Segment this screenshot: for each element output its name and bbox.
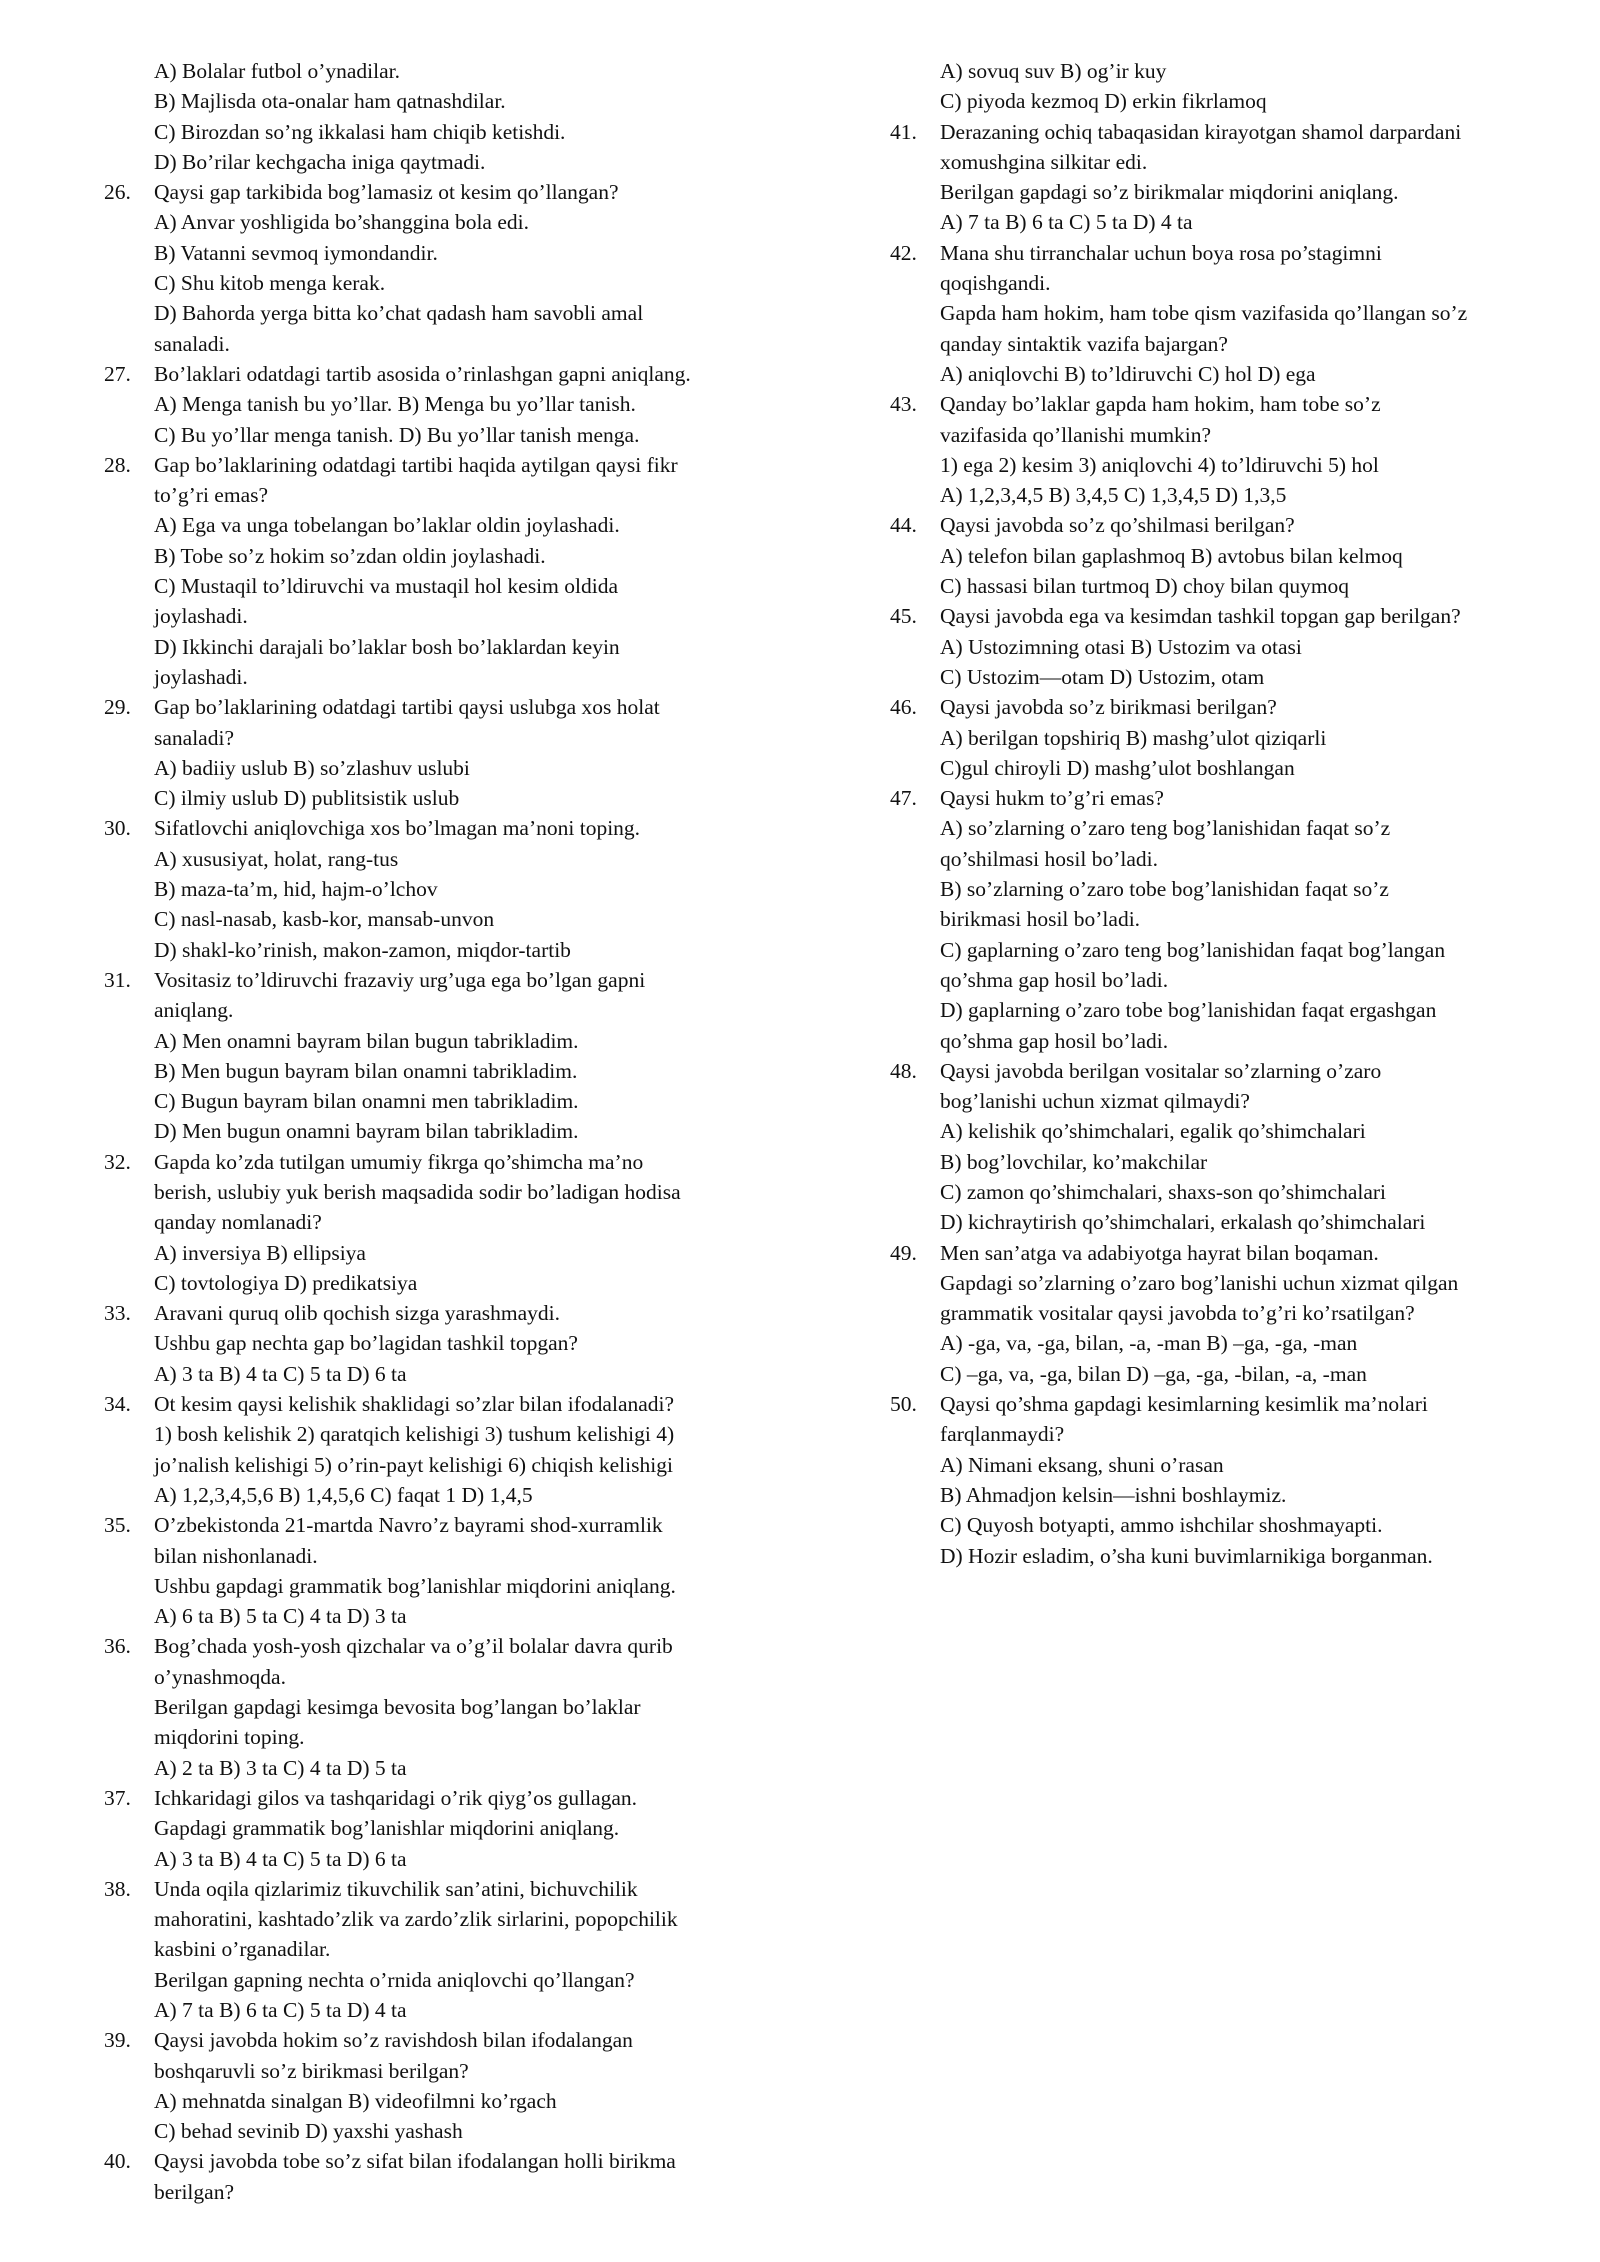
- line-text: Qaysi javobda hokim so’z ravishdosh bilan ifodalangan: [154, 2028, 633, 2053]
- line-text: joylashadi.: [154, 664, 248, 689]
- line-text: Ichkaridagi gilos va tashqaridagi o’rik qiyg’os gullagan.: [154, 1785, 638, 1810]
- line-text: A) Nimani eksang, shuni o’rasan: [940, 1452, 1224, 1477]
- line-text: Qaysi javobda so’z qo’shilmasi berilgan?: [940, 513, 1295, 538]
- line-text: O’zbekistonda 21-martda Navro’z bayrami shod-xurramlik: [154, 1513, 663, 1538]
- line-text: Aravani quruq olib qochish sizga yarashmaydi.: [154, 1301, 561, 1326]
- text-line: [104, 1177, 794, 1207]
- line-text: bilan nishonlanadi.: [154, 1543, 318, 1568]
- text-line: [104, 723, 794, 753]
- line-text: Berilgan gapdagi so’z birikmalar miqdorini aniqlang.: [940, 180, 1399, 205]
- text-line: [890, 1177, 1580, 1207]
- line-text: D) kichraytirish qo’shimchalari, erkalash qo’shimchalari: [940, 1210, 1426, 1235]
- line-text: B) Men bugun bayram bilan onamni tabrikladim.: [154, 1058, 578, 1083]
- question-number: 27.: [104, 361, 131, 386]
- question-line: [890, 1389, 1580, 1419]
- text-line: [104, 389, 794, 419]
- text-line: [890, 813, 1580, 843]
- line-text: C) nasl-nasab, kasb-kor, mansab-unvon: [154, 907, 495, 932]
- text-line: [104, 1692, 794, 1722]
- line-text: bog’lanishi uchun xizmat qilmaydi?: [940, 1089, 1250, 1114]
- text-line: [104, 1056, 794, 1086]
- question-number: 26.: [104, 180, 131, 205]
- line-text: C) Birozdan so’ng ikkalasi ham chiqib ketishdi.: [154, 119, 566, 144]
- line-text: A) berilgan topshiriq B) mashg’ulot qiziqarli: [940, 725, 1327, 750]
- line-text: 1) ega 2) kesim 3) aniqlovchi 4) to’ldiruvchi 5) hol: [940, 452, 1379, 477]
- line-text: B) Vatanni sevmoq iymondandir.: [154, 240, 438, 265]
- text-line: [104, 874, 794, 904]
- text-line: [890, 753, 1580, 783]
- line-text: Men san’atga va adabiyotga hayrat bilan boqaman.: [940, 1240, 1379, 1265]
- text-line: [104, 935, 794, 965]
- line-text: A) 7 ta B) 6 ta C) 5 ta D) 4 ta: [154, 1998, 407, 2022]
- question-number: 29.: [104, 695, 131, 720]
- line-text: vazifasida qo’llanishi mumkin?: [940, 422, 1212, 447]
- text-line: [104, 2056, 794, 2086]
- text-line: [104, 2116, 794, 2146]
- text-line: [890, 1419, 1580, 1449]
- text-line: [104, 1207, 794, 1237]
- question-line: [104, 1631, 794, 1661]
- text-line: [104, 117, 794, 147]
- question-number: 28.: [104, 452, 131, 477]
- text-line: [104, 1541, 794, 1571]
- line-text: D) Bahorda yerga bitta ko’chat qadash ham savobli amal: [154, 301, 644, 326]
- text-line: [890, 1086, 1580, 1116]
- text-line: [890, 1026, 1580, 1056]
- line-text: Vositasiz to’ldiruvchi frazaviy urg’uga ega bo’lgan gapni: [154, 967, 646, 992]
- question-number: 40.: [104, 2149, 131, 2174]
- question-number: 46.: [890, 695, 917, 720]
- line-text: C) Ustozim—otam D) Ustozim, otam: [940, 664, 1265, 689]
- line-text: qo’shma gap hosil bo’ladi.: [940, 1028, 1169, 1053]
- line-text: A) sovuq suv B) og’ir kuy: [940, 59, 1167, 83]
- line-text: B) so’zlarning o’zaro tobe bog’lanishidan faqat so’z: [940, 877, 1389, 902]
- line-text: Qaysi javobda ega va kesimdan tashkil topgan gap berilgan?: [940, 604, 1461, 629]
- line-text: birikmasi hosil bo’ladi.: [940, 907, 1141, 932]
- text-line: [104, 1813, 794, 1843]
- text-line: [104, 2177, 794, 2207]
- question-number: 47.: [890, 786, 917, 811]
- line-text: A) 2 ta B) 3 ta C) 4 ta D) 5 ta: [154, 1755, 407, 1780]
- text-line: [104, 1419, 794, 1449]
- text-line: [890, 1207, 1580, 1237]
- text-line: [104, 1601, 794, 1631]
- text-line: [104, 1571, 794, 1601]
- question-number: 43.: [890, 392, 917, 417]
- text-line: [890, 298, 1580, 328]
- text-line: [104, 1480, 794, 1510]
- line-text: A) 1,2,3,4,5 B) 3,4,5 C) 1,3,4,5 D) 1,3,5: [940, 483, 1287, 508]
- line-text: Gap bo’laklarining odatdagi tartibi haqida aytilgan qaysi fikr: [154, 452, 678, 477]
- text-line: [890, 995, 1580, 1025]
- line-text: Gap bo’laklarining odatdagi tartibi qaysi uslubga xos holat: [154, 695, 660, 720]
- line-text: A) Bolalar futbol o’ynadilar.: [154, 59, 400, 83]
- text-line: [890, 1480, 1580, 1510]
- line-text: A) kelishik qo’shimchalari, egalik qo’shimchalari: [940, 1119, 1366, 1144]
- text-line: [890, 541, 1580, 571]
- text-line: [104, 1662, 794, 1692]
- line-text: Qaysi javobda so’z birikmasi berilgan?: [940, 695, 1277, 720]
- line-text: A) 3 ta B) 4 ta C) 5 ta D) 6 ta: [154, 1846, 407, 1871]
- text-line: [104, 207, 794, 237]
- line-text: boshqaruvli so’z birikmasi berilgan?: [154, 2058, 469, 2083]
- question-line: [890, 1238, 1580, 1268]
- line-text: C) Bugun bayram bilan onamni men tabrikladim.: [154, 1089, 579, 1114]
- question-line: [104, 1874, 794, 1904]
- text-line: [890, 359, 1580, 389]
- text-line: [104, 1753, 794, 1783]
- line-text: Unda oqila qizlarimiz tikuvchilik san’atini, bichuvchilik: [154, 1876, 638, 1901]
- text-line: [104, 420, 794, 450]
- line-text: B) maza-ta’m, hid, hajm-o’lchov: [154, 877, 438, 902]
- text-line: [890, 207, 1580, 237]
- text-line: [890, 1147, 1580, 1177]
- question-number: 30.: [104, 816, 131, 841]
- line-text: C) gaplarning o’zaro teng bog’lanishidan faqat bog’langan: [940, 937, 1446, 962]
- text-line: [104, 298, 794, 328]
- text-line: [104, 1328, 794, 1358]
- text-line: [104, 1904, 794, 1934]
- line-text: Gapdagi so’zlarning o’zaro bog’lanishi uchun xizmat qilgan: [940, 1270, 1459, 1295]
- line-text: berish, uslubiy yuk berish maqsadida sodir bo’ladigan hodisa: [154, 1179, 681, 1204]
- text-line: [104, 1722, 794, 1752]
- question-number: 38.: [104, 1876, 131, 1901]
- text-line: [890, 450, 1580, 480]
- text-line: [890, 935, 1580, 965]
- text-line: [890, 268, 1580, 298]
- text-line: [890, 86, 1580, 116]
- line-text: mahoratini, kashtado’zlik va zardo’zlik sirlarini, popopchilik: [154, 1907, 678, 1932]
- line-text: berilgan?: [154, 2179, 234, 2204]
- line-text: Berilgan gapdagi kesimga bevosita bog’langan bo’laklar: [154, 1695, 641, 1720]
- line-text: A) Ega va unga tobelangan bo’laklar oldin joylashadi.: [154, 513, 620, 538]
- line-text: miqdorini toping.: [154, 1725, 305, 1750]
- line-text: farqlanmaydi?: [940, 1422, 1065, 1447]
- text-line: [890, 147, 1580, 177]
- question-line: [890, 692, 1580, 722]
- line-text: Bog’chada yosh-yosh qizchalar va o’g’il bolalar davra qurib: [154, 1634, 673, 1659]
- line-text: C) piyoda kezmoq D) erkin fikrlamoq: [940, 89, 1267, 114]
- text-line: [104, 510, 794, 540]
- question-number: 44.: [890, 513, 917, 538]
- text-line: [104, 632, 794, 662]
- line-text: A) aniqlovchi B) to’ldiruvchi C) hol D) ega: [940, 361, 1316, 386]
- line-text: D) shakl-ko’rinish, makon-zamon, miqdor-tartib: [154, 937, 571, 962]
- line-text: qoqishgandi.: [940, 271, 1051, 296]
- text-line: [104, 480, 794, 510]
- line-text: A) telefon bilan gaplashmoq B) avtobus bilan kelmoq: [940, 543, 1403, 568]
- question-number: 50.: [890, 1392, 917, 1417]
- line-text: C) behad sevinib D) yaxshi yashash: [154, 2119, 463, 2144]
- question-line: [104, 965, 794, 995]
- question-number: 49.: [890, 1240, 917, 1265]
- text-line: [104, 601, 794, 631]
- line-text: Bo’laklari odatdagi tartib asosida o’rinlashgan gapni aniqlang.: [154, 361, 691, 386]
- line-text: A) 1,2,3,4,5,6 B) 1,4,5,6 C) faqat 1 D) 1,4,5: [154, 1482, 533, 1507]
- question-number: 33.: [104, 1301, 131, 1326]
- text-line: [104, 1450, 794, 1480]
- line-text: A) 3 ta B) 4 ta C) 5 ta D) 6 ta: [154, 1361, 407, 1386]
- question-number: 48.: [890, 1058, 917, 1083]
- text-line: [890, 480, 1580, 510]
- text-line: [890, 904, 1580, 934]
- line-text: xomushgina silkitar edi.: [940, 149, 1148, 174]
- line-text: C) hassasi bilan turtmoq D) choy bilan quymoq: [940, 574, 1350, 599]
- question-line: [104, 2025, 794, 2055]
- line-text: D) Men bugun onamni bayram bilan tabrikladim.: [154, 1119, 579, 1144]
- line-text: Berilgan gapning nechta o’rnida aniqlovchi qo’llangan?: [154, 1967, 635, 1992]
- question-line: [104, 1783, 794, 1813]
- line-text: qanday nomlanadi?: [154, 1210, 322, 1235]
- text-line: [890, 662, 1580, 692]
- line-text: D) Hozir esladim, o’sha kuni buvimlarnikiga borganman.: [940, 1543, 1433, 1568]
- question-number: 36.: [104, 1634, 131, 1659]
- line-text: C) zamon qo’shimchalari, shaxs-son qo’shimchalari: [940, 1179, 1387, 1204]
- line-text: B) Tobe so’z hokim so’zdan oldin joylashadi.: [154, 543, 546, 568]
- text-line: [104, 1359, 794, 1389]
- line-text: A) -ga, va, -ga, bilan, -a, -man B) –ga, -ga, -man: [940, 1331, 1358, 1356]
- text-line: [104, 1116, 794, 1146]
- line-text: qo’shma gap hosil bo’ladi.: [940, 967, 1169, 992]
- line-text: A) 7 ta B) 6 ta C) 5 ta D) 4 ta: [940, 210, 1193, 235]
- question-line: [104, 1298, 794, 1328]
- line-text: A) mehnatda sinalgan B) videofilmni ko’rgach: [154, 2088, 557, 2113]
- question-line: [104, 692, 794, 722]
- text-line: [104, 147, 794, 177]
- text-line: [104, 1086, 794, 1116]
- line-text: o’ynashmoqda.: [154, 1664, 286, 1689]
- line-text: to’g’ri emas?: [154, 483, 269, 508]
- question-number: 34.: [104, 1392, 131, 1417]
- line-text: A) xususiyat, holat, rang-tus: [154, 846, 399, 871]
- line-text: Gapda ko’zda tutilgan umumiy fikrga qo’shimcha ma’no: [154, 1149, 644, 1174]
- text-line: [104, 783, 794, 813]
- line-text: Ushbu gap nechta gap bo’lagidan tashkil topgan?: [154, 1331, 578, 1356]
- question-line: [890, 389, 1580, 419]
- line-text: sanaladi?: [154, 725, 234, 750]
- line-text: C) tovtologiya D) predikatsiya: [154, 1270, 418, 1295]
- text-line: [890, 723, 1580, 753]
- text-line: [890, 1510, 1580, 1540]
- line-text: D) Bo’rilar kechgacha iniga qaytmadi.: [154, 149, 486, 174]
- text-line: [104, 541, 794, 571]
- text-line: [104, 1995, 794, 2025]
- text-line: [890, 329, 1580, 359]
- question-number: 42.: [890, 240, 917, 265]
- text-line: [104, 2086, 794, 2116]
- line-text: A) so’zlarning o’zaro teng bog’lanishidan faqat so’z: [940, 816, 1391, 841]
- text-line: [890, 1541, 1580, 1571]
- text-line: [104, 844, 794, 874]
- line-text: A) inversiya B) ellipsiya: [154, 1240, 366, 1265]
- line-text: C)gul chiroyli D) mashg’ulot boshlangan: [940, 755, 1295, 780]
- line-text: A) Ustozimning otasi B) Ustozim va otasi: [940, 634, 1302, 659]
- question-line: [104, 1147, 794, 1177]
- text-line: [104, 1965, 794, 1995]
- line-text: grammatik vositalar qaysi javobda to’g’ri ko’rsatilgan?: [940, 1301, 1415, 1326]
- question-number: 45.: [890, 604, 917, 629]
- question-line: [104, 1510, 794, 1540]
- line-text: Ot kesim qaysi kelishik shaklidagi so’zlar bilan ifodalanadi?: [154, 1392, 675, 1417]
- line-text: 1) bosh kelishik 2) qaratqich kelishigi 3) tushum kelishigi 4): [154, 1422, 675, 1447]
- line-text: A) Menga tanish bu yo’llar. B) Menga bu yo’llar tanish.: [154, 392, 636, 417]
- line-text: D) gaplarning o’zaro tobe bog’lanishidan faqat ergashgan: [940, 998, 1437, 1023]
- line-text: A) 6 ta B) 5 ta C) 4 ta D) 3 ta: [154, 1604, 407, 1629]
- question-number: 35.: [104, 1513, 131, 1538]
- line-text: B) Ahmadjon kelsin—ishni boshlaymiz.: [940, 1482, 1287, 1507]
- line-text: qo’shilmasi hosil bo’ladi.: [940, 846, 1158, 871]
- line-text: C) Quyosh botyapti, ammo ishchilar shoshmayapti.: [940, 1513, 1383, 1538]
- right-column: [890, 56, 1580, 1571]
- question-number: 37.: [104, 1785, 131, 1810]
- question-line: [890, 601, 1580, 631]
- text-line: [104, 753, 794, 783]
- question-line: [890, 783, 1580, 813]
- text-line: [104, 329, 794, 359]
- text-line: [104, 86, 794, 116]
- line-text: Qaysi gap tarkibida bog’lamasiz ot kesim qo’llangan?: [154, 180, 619, 205]
- line-text: C) –ga, va, -ga, bilan D) –ga, -ga, -bilan, -a, -man: [940, 1361, 1367, 1386]
- question-line: [104, 1389, 794, 1419]
- line-text: aniqlang.: [154, 998, 234, 1023]
- line-text: Qaysi javobda berilgan vositalar so’zlarning o’zaro: [940, 1058, 1382, 1083]
- text-line: [890, 1116, 1580, 1146]
- text-line: [104, 662, 794, 692]
- line-text: C) Shu kitob menga kerak.: [154, 271, 386, 296]
- line-text: Qaysi javobda tobe so’z sifat bilan ifodalangan holli birikma: [154, 2149, 676, 2174]
- question-number: 41.: [890, 119, 917, 144]
- question-line: [890, 238, 1580, 268]
- left-column: [104, 56, 794, 2207]
- text-line: [104, 1844, 794, 1874]
- text-line: [890, 56, 1580, 86]
- line-text: jo’nalish kelishigi 5) o’rin-payt kelishigi 6) chiqish kelishigi: [154, 1452, 673, 1477]
- text-line: [890, 1359, 1580, 1389]
- question-line: [890, 510, 1580, 540]
- question-line: [890, 117, 1580, 147]
- question-line: [890, 1056, 1580, 1086]
- text-line: [890, 1298, 1580, 1328]
- line-text: sanaladi.: [154, 331, 230, 356]
- line-text: kasbini o’rganadilar.: [154, 1937, 331, 1962]
- text-line: [104, 995, 794, 1025]
- text-line: [104, 1934, 794, 1964]
- text-line: [890, 844, 1580, 874]
- text-line: [890, 1268, 1580, 1298]
- line-text: B) bog’lovchilar, ko’makchilar: [940, 1149, 1208, 1174]
- line-text: A) Men onamni bayram bilan bugun tabrikladim.: [154, 1028, 579, 1053]
- line-text: D) Ikkinchi darajali bo’laklar bosh bo’laklardan keyin: [154, 634, 620, 659]
- line-text: Mana shu tirranchalar uchun boya rosa po’stagimni: [940, 240, 1382, 265]
- text-line: [890, 1328, 1580, 1358]
- text-line: [890, 571, 1580, 601]
- text-line: [104, 571, 794, 601]
- line-text: A) Anvar yoshligida bo’shanggina bola edi.: [154, 210, 529, 235]
- line-text: Derazaning ochiq tabaqasidan kirayotgan shamol darpardani: [940, 119, 1462, 144]
- question-line: [104, 359, 794, 389]
- line-text: Qaysi qo’shma gapdagi kesimlarning kesimlik ma’nolari: [940, 1392, 1428, 1417]
- question-number: 32.: [104, 1149, 131, 1174]
- line-text: Qaysi hukm to’g’ri emas?: [940, 786, 1164, 811]
- line-text: Sifatlovchi aniqlovchiga xos bo’lmagan ma’noni toping.: [154, 816, 641, 841]
- question-number: 31.: [104, 967, 131, 992]
- text-line: [890, 177, 1580, 207]
- question-line: [104, 450, 794, 480]
- text-line: [890, 1450, 1580, 1480]
- line-text: Gapda ham hokim, ham tobe qism vazifasida qo’llangan so’z: [940, 301, 1468, 326]
- line-text: joylashadi.: [154, 604, 248, 629]
- line-text: Qanday bo’laklar gapda ham hokim, ham tobe so’z: [940, 392, 1381, 417]
- text-line: [104, 56, 794, 86]
- text-line: [104, 1238, 794, 1268]
- line-text: Gapdagi grammatik bog’lanishlar miqdorini aniqlang.: [154, 1816, 620, 1841]
- text-line: [104, 1026, 794, 1056]
- text-line: [104, 904, 794, 934]
- question-line: [104, 813, 794, 843]
- text-line: [104, 238, 794, 268]
- line-text: C) Mustaqil to’ldiruvchi va mustaqil hol kesim oldida: [154, 574, 618, 599]
- question-number: 39.: [104, 2028, 131, 2053]
- line-text: C) Bu yo’llar menga tanish. D) Bu yo’llar tanish menga.: [154, 422, 640, 447]
- text-line: [890, 874, 1580, 904]
- line-text: qanday sintaktik vazifa bajargan?: [940, 331, 1228, 356]
- text-line: [890, 965, 1580, 995]
- text-line: [104, 1268, 794, 1298]
- question-line: [104, 2146, 794, 2176]
- text-line: [104, 268, 794, 298]
- line-text: Ushbu gapdagi grammatik bog’lanishlar miqdorini aniqlang.: [154, 1573, 676, 1598]
- question-line: [104, 177, 794, 207]
- line-text: C) ilmiy uslub D) publitsistik uslub: [154, 786, 460, 811]
- line-text: A) badiiy uslub B) so’zlashuv uslubi: [154, 755, 470, 780]
- text-line: [890, 420, 1580, 450]
- text-line: [890, 632, 1580, 662]
- line-text: B) Majlisda ota-onalar ham qatnashdilar.: [154, 89, 506, 114]
